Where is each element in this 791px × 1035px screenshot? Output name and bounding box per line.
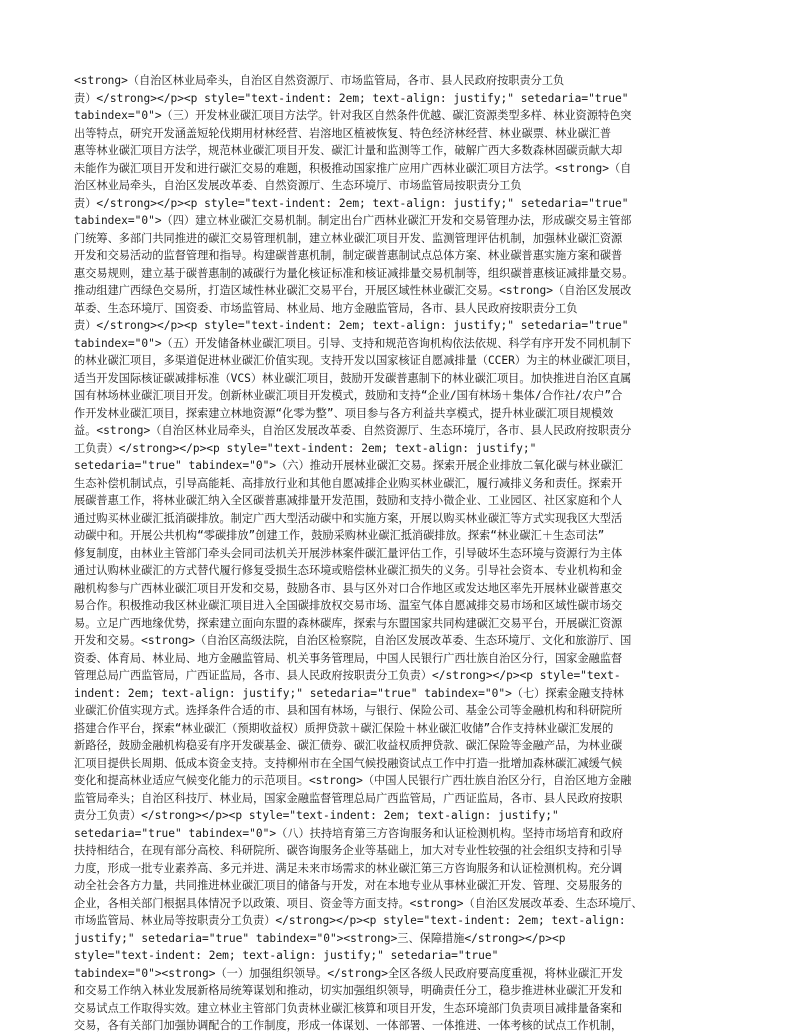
text-line: 汇项目提供长周期、低成本资金支持。支持柳州市在全国气候投融资试点工作中打造一批增加森林碳汇减缓气候 <box>74 756 623 770</box>
text-line: 惠等林业碳汇项目方法学，规范林业碳汇项目开发、碳汇计量和监测等工作，破解广西大多数森林固碳贡献大却 <box>74 144 623 157</box>
text-line: 责）</strong></p><p style="text-indent: 2em; text-align: justify;" setedaria="true" <box>74 319 629 332</box>
text-line: 动全社会各方力量，共同推进林业碳汇项目的储备与开发，对在本地专业从事林业碳汇开发、管理、交易服务的 <box>74 879 623 892</box>
text-line: 惠交易规则，建立基于碳普惠制的减碳行为量化核证标准和核证减排量交易机制等，组织碳普惠核证减排量交易。 <box>74 266 634 280</box>
text-line: 开发和交易。<strong>（自治区高级法院，自治区检察院，自治区发展改革委、生态环境厅、文化和旅游厅、国 <box>74 634 632 647</box>
text-line: 适当开发国际核证碳减排标准（VCS）林业碳汇项目，鼓励开发碳普惠制下的林业碳汇项目。加快推进自治区直属 <box>74 371 632 385</box>
text-line: 国有林场林业碳汇项目开发。创新林业碳汇项目开发模式，鼓励和支持“企业/国有林场＋集体/合作社/农户”合 <box>74 389 623 402</box>
text-line: 交易试点工作取得实效。建立林业主管部门负责林业碳汇核算和项目开发，生态环境部门负责项目减排量备案和 <box>74 1001 623 1015</box>
text-line: 新路径，鼓励金融机构稳妥有序开发碳基金、碳汇债券、碳汇收益权质押贷款、碳汇保险等金融产品，为林业碳 <box>74 739 623 752</box>
text-line: 责）</strong></p><p style="text-indent: 2em; text-align: justify;" setedaria="true" <box>74 91 629 105</box>
text-line: 搭建合作平台，探索“林业碳汇（预期收益权）质押贷款＋碳汇保险＋林业碳汇收储”合作支持林业碳汇发展的 <box>74 721 614 735</box>
text-line: 工负责）</strong></p><p style="text-indent: 2em; text-align: justify;" <box>74 441 537 455</box>
text-line: 责）</strong></p><p style="text-indent: 2em; text-align: justify;" setedaria="true" <box>74 196 629 210</box>
text-line: 责分工负责）</strong></p><p style="text-indent: 2em; text-align: justify;" <box>74 809 559 822</box>
text-line: 开发和交易活动的监督管理和指导。构建碳普惠机制，制定碳普惠制试点总体方案、林业碳普惠实施方案和碳普 <box>74 249 623 262</box>
text-line: 革委、生态环境厅、国资委、市场监管局、林业局、地方金融监管局，各市、县人民政府按职责分工负 <box>74 301 578 315</box>
text-line: 修复制度，由林业主管部门牵头会同司法机关开展涉林案件碳汇量评估工作，引导破坏生态环境与资源行为主体 <box>74 546 623 560</box>
text-line: 通过认购林业碳汇的方式替代履行修复受损生态环境或赔偿林业碳汇损失的义务。引导社会资本、专业机构和金 <box>74 564 623 577</box>
text-line: 的林业碳汇项目，多渠道促进林业碳汇价值实现。支持开发以国家核证自愿减排量（CCER）为主的林业碳汇项目， <box>74 354 638 367</box>
text-line: 门统筹、多部门共同推进的碳汇交易管理机制，建立林业碳汇项目开发、监测管理评估机制，加强林业碳汇资源 <box>74 231 623 245</box>
text-line: 出等特点，研究开发涵盖短轮伐期用材林经营、岩溶地区植被恢复、特色经济林经营、林业碳票、林业碳汇普 <box>74 126 612 140</box>
text-line: setedaria="true" tabindex="0">（八）扶持培育第三方咨询服务和认证检测机构。坚持市场培育和政府 <box>74 826 623 840</box>
document-body <box>74 72 734 1035</box>
text-line: 治区林业局牵头，自治区发展改革委、自然资源厅、生态环境厅、市场监管局按职责分工负 <box>74 179 522 192</box>
text-line: 未能作为碳汇项目开发和进行碳汇交易的难题，积极推动国家推广应用广西林业碳汇项目方法学。<strong>（自 <box>74 161 632 175</box>
text-line: 益。<strong>（自治区林业局牵头，自治区发展改革委、自然资源厅、生态环境厅，各市、县人民政府按职责分 <box>74 424 632 437</box>
text-line: 推动组建广西绿色交易所，打造区域性林业碳汇交易平台，开展区域性林业碳汇交易。<strong>（自治区发展改 <box>74 284 632 297</box>
text-line: 融机构参与广西林业碳汇项目开发和交易，鼓励各市、县与区外对口合作地区或发达地区率先开展林业碳普惠交 <box>74 581 623 595</box>
text-line: tabindex="0">（三）开发林业碳汇项目方法学。针对我区自然条件优越、碳汇资源类型多样、林业资源特色突 <box>74 109 632 122</box>
text-line: 通过购买林业碳汇抵消碳排放。制定广西大型活动碳中和实施方案，开展以购买林业碳汇等方式实现我区大型活 <box>74 511 623 525</box>
text-line: 动碳中和。开展公共机构“零碳排放”创建工作，鼓励采购林业碳汇抵消碳排放。探索“林业碳汇＋生态司法” <box>74 529 605 542</box>
text-line: style="text-indent: 2em; text-align: justify;" setedaria="true" <box>74 949 499 962</box>
text-line: 变化和提高林业适应气候变化能力的示范项目。<strong>（中国人民银行广西壮族自治区分行，自治区地方金融 <box>74 774 632 787</box>
text-line: 和交易工作纳入林业发展新格局统筹谋划和推动，切实加强组织领导，明确责任分工，稳步推进林业碳汇开发和 <box>74 984 623 997</box>
text-line: 企业，各相关部门根据具体情况予以政策、项目、资金等方面支持。<strong>（自治区发展改革委、生态环境厅、 <box>74 896 643 910</box>
text-line: 展碳普惠工作，将林业碳汇纳入全区碳普惠减排量开发范围，鼓励和支持小微企业、工业园区、社区家庭和个人 <box>74 494 623 507</box>
text-line: 管理总局广西监管局，广西证监局，各市、县人民政府按职责分工负责）</strong></p><p style="text- <box>74 669 621 682</box>
text-line: tabindex="0"><strong>（一）加强组织领导。</strong>全区各级人民政府要高度重视，将林业碳汇开发 <box>74 966 623 980</box>
text-line: 业碳汇价值实现方式。选择条件合适的市、县和国有林场，与银行、保险公司、基金公司等金融机构和科研院所 <box>74 704 623 717</box>
text-line: 监管局牵头；自治区科技厅、林业局，国家金融监督管理总局广西监管局，广西证监局，各市、县人民政府按职 <box>74 791 623 805</box>
text-line: <strong>（自治区林业局牵头，自治区自然资源厅、市场监管局，各市、县人民政府按职责分工负 <box>74 74 565 87</box>
text-line: indent: 2em; text-align: justify;" setedaria="true" tabindex="0">（七）探索金融支持林 <box>74 686 624 700</box>
text-line: justify;" setedaria="true" tabindex="0"><strong>三、保障措施</strong></p><p <box>74 931 566 945</box>
text-line: 易合作。积极推动我区林业碳汇项目进入全国碳排放权交易市场、温室气体自愿减排交易市场和区域性碳市场交 <box>74 599 623 612</box>
text-line: setedaria="true" tabindex="0">（六）推动开展林业碳汇交易。探索开展企业排放二氧化碳与林业碳汇 <box>74 459 623 472</box>
text-line: tabindex="0">（五）开发储备林业碳汇项目。引导、支持和规范咨询机构依法依规、科学有序开发不同机制下 <box>74 336 632 350</box>
text-line: 交易，各有关部门加强协调配合的工作制度，形成一体谋划、一体部署、一体推进、一体考核的试点工作机制， <box>74 1019 623 1032</box>
text-line: 市场监管局、林业局等按职责分工负责）</strong></p><p style="text-indent: 2em; text-align: <box>74 914 626 927</box>
text-line: 资委、体育局、林业局、地方金融监管局、机关事务管理局，中国人民银行广西壮族自治区分行，国家金融监督 <box>74 651 623 665</box>
text-line: 力度，形成一批专业素养高、多元并进、满足未来市场需求的林业碳汇第三方咨询服务和认证检测机构。充分调 <box>74 861 623 875</box>
text-line: 易。立足广西地缘优势，探索建立面向东盟的森林碳库，探索与东盟国家共同构建碳汇交易平台，开展碳汇资源 <box>74 616 623 630</box>
text-line: 作开发林业碳汇项目，探索建立林地资源“化零为整”、项目参与各方利益共享模式，提升林业碳汇项目规模效 <box>74 406 614 420</box>
text-line: 生态补偿机制试点，引导高能耗、高排放行业和其他自愿减排企业购买林业碳汇，履行减排义务和责任。探索开 <box>74 476 623 490</box>
text-line: tabindex="0">（四）建立林业碳汇交易机制。制定出台广西林业碳汇开发和交易管理办法，形成碳交易主管部 <box>74 214 632 227</box>
text-line: 扶持相结合，在现有部分高校、科研院所、碳咨询服务企业等基础上，加大对专业性较强的社会组织支持和引导 <box>74 844 623 857</box>
